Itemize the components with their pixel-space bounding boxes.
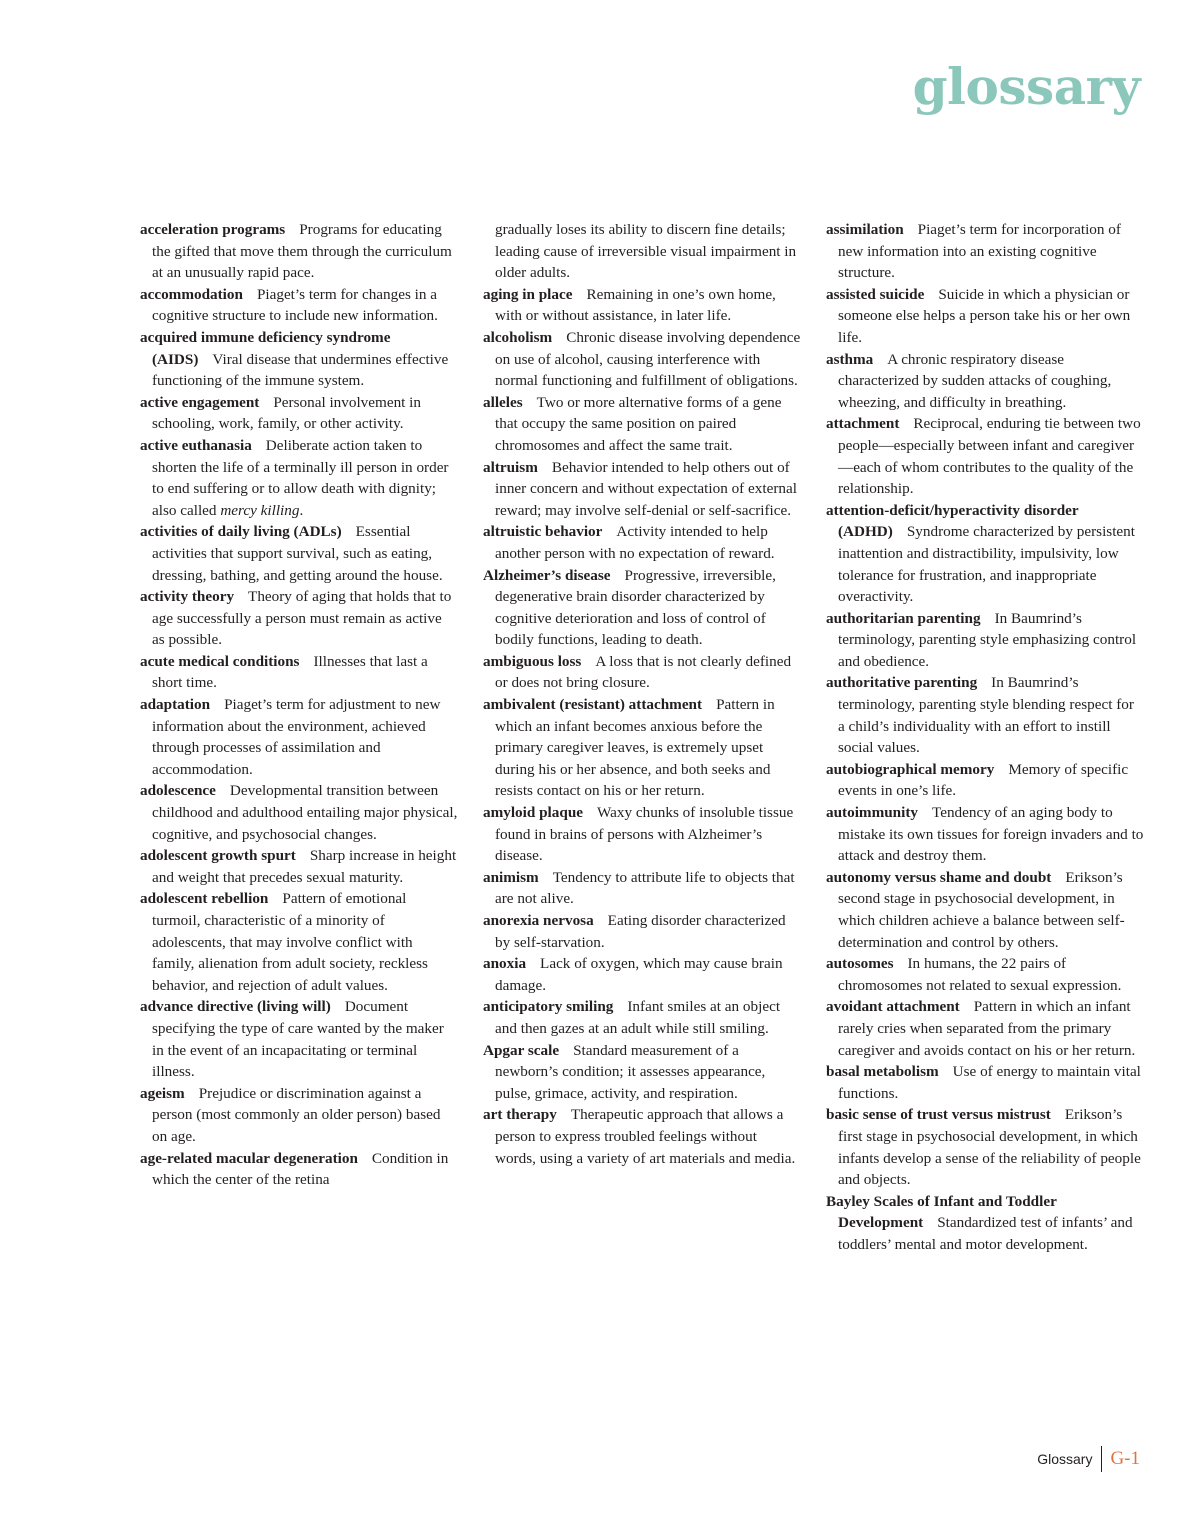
glossary-entry	[483, 651, 801, 694]
glossary-definition: Suicide in which a physician or someone else helps a person take his or her own life.	[838, 285, 1131, 346]
glossary-term: advance directive (living will)	[140, 998, 331, 1016]
glossary-definition: A chronic respiratory disease characterized by sudden attacks of coughing, wheezing, and difficulty in breathing.	[838, 350, 1112, 411]
glossary-definition: In humans, the 22 pairs of chromosomes not related to sexual expression.	[838, 955, 1122, 994]
glossary-definition: Programs for educating the gifted that move them through the curriculum at an unusually rapid pace.	[152, 221, 452, 282]
glossary-term: altruistic behavior	[483, 523, 603, 541]
glossary-term: attention-deficit/hyperactivity disorder (ADHD)	[826, 501, 1079, 541]
glossary-entry	[483, 1104, 801, 1169]
glossary-entry	[140, 651, 458, 694]
glossary-entry	[826, 413, 1144, 499]
glossary-definition: Tendency of an aging body to mistake its own tissues for foreign invaders and to attack and destroy them.	[838, 804, 1144, 865]
glossary-definition: Syndrome characterized by persistent inattention and distractibility, impulsivity, low tolerance for frustration, and inappropriate overactivity.	[838, 523, 1135, 606]
glossary-term: adolescence	[140, 782, 216, 800]
glossary-definition: Prejudice or discrimination against a person (most commonly an older person) based on age.	[152, 1084, 441, 1145]
glossary-entry	[483, 953, 801, 996]
page-footer	[1037, 1446, 1140, 1472]
glossary-term: accommodation	[140, 285, 243, 303]
glossary-column-2	[483, 219, 801, 1169]
glossary-entry	[483, 565, 801, 651]
glossary-entry	[140, 284, 458, 327]
glossary-definition: Erikson’s second stage in psychosocial development, in which children achieve a balance between self-determination and control by others.	[838, 868, 1125, 951]
glossary-definition: Developmental transition between childhood and adulthood entailing major physical, cognitive, and psychosocial changes.	[152, 782, 458, 843]
glossary-term: autosomes	[826, 955, 894, 973]
glossary-definition: Progressive, irreversible, degenerative brain disorder characterized by cognitive deterioration and loss of control of bodily functions, leading to death.	[495, 566, 776, 649]
glossary-definition: Piaget’s term for adjustment to new information about the environment, achieved through processes of assimilation and accommodation.	[152, 696, 441, 778]
glossary-term: activity theory	[140, 588, 235, 606]
glossary-definition: gradually loses its ability to discern fine details; leading cause of irreversible visual impairment in older adults.	[495, 221, 797, 282]
glossary-definition: Remaining in one’s own home, with or without assistance, in later life.	[495, 285, 776, 325]
glossary-definition: Standardized test of infants’ and toddlers’ mental and motor development.	[838, 1214, 1133, 1253]
glossary-term: avoidant attachment	[826, 998, 960, 1016]
glossary-entry	[826, 284, 1144, 349]
page-title: glossary	[912, 57, 1140, 116]
glossary-definition: Activity intended to help another person with no expectation of reward.	[495, 523, 775, 562]
glossary-definition: Two or more alternative forms of a gene that occupy the same position on paired chromosomes and affect the same trait.	[495, 393, 782, 454]
glossary-term: anorexia nervosa	[483, 912, 594, 929]
glossary-term: acceleration programs	[140, 221, 286, 238]
glossary-definition: In Baumrind’s terminology, parenting style emphasizing control and obedience.	[838, 609, 1137, 670]
glossary-punctuation: .	[299, 501, 304, 519]
glossary-term: autoimmunity	[826, 804, 918, 822]
glossary-definition: Tendency to attribute life to objects that are not alive.	[495, 868, 795, 908]
glossary-definition: Document specifying the type of care wanted by the maker in the event of an incapacitating or terminal illness.	[152, 998, 444, 1081]
glossary-entry	[483, 327, 801, 392]
glossary-entry	[826, 996, 1144, 1061]
glossary-column-3	[826, 219, 1144, 1256]
glossary-definition: Condition in which the center of the retina	[152, 1149, 449, 1189]
glossary-definition: Therapeutic approach that allows a person to express troubled feelings without words, using a variety of art materials and media.	[495, 1106, 796, 1167]
glossary-entry	[483, 457, 801, 522]
glossary-entry	[483, 392, 801, 457]
glossary-definition: Piaget’s term for changes in a cognitive structure to include new information.	[152, 285, 438, 325]
glossary-entry	[826, 802, 1144, 867]
glossary-entry	[140, 219, 458, 284]
glossary-definition: Piaget’s term for incorporation of new information into an existing cognitive structure.	[838, 221, 1121, 282]
glossary-entry	[826, 219, 1144, 284]
glossary-term: activities of daily living (ADLs)	[140, 523, 342, 541]
page-number: G-1	[1110, 1448, 1140, 1469]
glossary-definition: Sharp increase in height and weight that precedes sexual maturity.	[152, 847, 457, 886]
glossary-term: attachment	[826, 415, 900, 433]
glossary-entry	[826, 500, 1144, 608]
glossary-definition: Illnesses that last a short time.	[152, 652, 428, 692]
glossary-term: Apgar scale	[483, 1041, 560, 1059]
glossary-definition: Pattern of emotional turmoil, characteristic of a minority of adolescents, that may involve conflict with family, alienation from adult society, reckless behavior, and rejection of adult values.	[152, 890, 428, 994]
glossary-term: ambivalent (resistant) attachment	[483, 696, 703, 714]
glossary-term: art therapy	[483, 1106, 557, 1124]
glossary-entry	[140, 327, 458, 392]
glossary-term: altruism	[483, 458, 538, 476]
glossary-term: active engagement	[140, 393, 260, 411]
glossary-entry	[826, 953, 1144, 996]
glossary-entry	[826, 1061, 1144, 1104]
glossary-entry	[483, 802, 801, 867]
glossary-definition: Viral disease that undermines effective functioning of the immune system.	[152, 350, 449, 390]
glossary-entry	[483, 910, 801, 953]
glossary-term: age-related macular degeneration	[140, 1149, 358, 1167]
glossary-definition: Standard measurement of a newborn’s condition; it assesses appearance, pulse, grimace, activity, and respiration.	[495, 1041, 766, 1102]
glossary-term: basal metabolism	[826, 1063, 939, 1081]
glossary-entry	[483, 1040, 801, 1105]
glossary-term: autonomy versus shame and doubt	[826, 868, 1052, 886]
glossary-entry	[140, 780, 458, 845]
glossary-term: assisted suicide	[826, 285, 925, 303]
glossary-entry	[483, 694, 801, 802]
glossary-entry	[140, 435, 458, 521]
glossary-entry	[826, 672, 1144, 758]
glossary-definition: A loss that is not clearly defined or does not bring closure.	[495, 652, 792, 692]
glossary-entry	[826, 608, 1144, 673]
footer-label: Glossary	[1037, 1451, 1093, 1467]
glossary-definition: Use of energy to maintain vital functions.	[838, 1063, 1141, 1102]
glossary-column-1	[140, 219, 458, 1191]
glossary-entry	[483, 996, 801, 1039]
glossary-term: authoritarian parenting	[826, 609, 981, 627]
glossary-italic-term: mercy killing	[220, 501, 300, 519]
glossary-definition: Eating disorder characterized by self-starvation.	[495, 912, 786, 951]
glossary-term: Alzheimer’s disease	[483, 566, 611, 584]
glossary-term: autobiographical memory	[826, 760, 995, 778]
glossary-definition: Infant smiles at an object and then gazes at an adult while still smiling.	[495, 998, 781, 1037]
glossary-term: active euthanasia	[140, 436, 252, 454]
glossary-definition: Essential activities that support survival, such as eating, dressing, bathing, and getting around the house.	[152, 523, 443, 584]
glossary-term: acute medical conditions	[140, 652, 300, 670]
glossary-entry	[140, 586, 458, 651]
glossary-term: anticipatory smiling	[483, 998, 614, 1016]
glossary-entry	[483, 867, 801, 910]
glossary-term: aging in place	[483, 285, 573, 303]
glossary-term: adolescent growth spurt	[140, 847, 296, 865]
glossary-entry	[483, 219, 801, 284]
glossary-term: animism	[483, 868, 539, 886]
glossary-entry	[826, 1104, 1144, 1190]
glossary-term: alcoholism	[483, 328, 553, 346]
glossary-definition: Waxy chunks of insoluble tissue found in brains of persons with Alzheimer’s disease.	[495, 804, 794, 865]
glossary-entry	[140, 1148, 458, 1191]
glossary-entry	[140, 845, 458, 888]
glossary-definition: Theory of aging that holds that to age successfully a person must remain as active as possible.	[152, 588, 452, 649]
glossary-entry	[826, 867, 1144, 953]
glossary-entry	[140, 521, 458, 586]
glossary-entry	[826, 1191, 1144, 1256]
glossary-entry	[826, 349, 1144, 414]
glossary-definition: Lack of oxygen, which may cause brain damage.	[495, 955, 783, 994]
glossary-definition: Erikson’s first stage in psychosocial development, in which infants develop a sense of the reliability of people and objects.	[838, 1106, 1141, 1189]
glossary-definition: Pattern in which an infant becomes anxious before the primary caregiver leaves, is extremely upset during his or her absence, and both seeks and resists contact on his or her return.	[495, 696, 775, 800]
glossary-term: asthma	[826, 350, 874, 368]
glossary-entry	[140, 888, 458, 996]
glossary-definition: Chronic disease involving dependence on use of alcohol, causing interference with normal functioning and fulfillment of obligations.	[495, 328, 801, 390]
glossary-definition: Pattern in which an infant rarely cries when separated from the primary caregiver and avoids contact on his or her return.	[838, 998, 1136, 1059]
glossary-term: ageism	[140, 1084, 185, 1102]
glossary-definition: Personal involvement in schooling, work, family, or other activity.	[152, 393, 421, 433]
glossary-definition: Memory of specific events in one’s life.	[838, 760, 1129, 800]
glossary-entry	[140, 996, 458, 1082]
glossary-term: anoxia	[483, 955, 527, 973]
footer-divider	[1101, 1446, 1102, 1472]
glossary-definition: Reciprocal, enduring tie between two people—especially between infant and caregiver—each of whom contributes to the quality of the relationship.	[838, 415, 1141, 498]
glossary-term: adolescent rebellion	[140, 890, 269, 908]
glossary-term: ambiguous loss	[483, 652, 582, 670]
glossary-entry	[140, 1083, 458, 1148]
glossary-term: basic sense of trust versus mistrust	[826, 1106, 1051, 1124]
glossary-term: amyloid plaque	[483, 804, 584, 822]
glossary-term: adaptation	[140, 696, 211, 714]
glossary-entry	[140, 694, 458, 780]
glossary-entry	[826, 759, 1144, 802]
glossary-definition: Deliberate action taken to shorten the life of a terminally ill person in order to end suffering or to allow death with dignity; also called	[152, 436, 449, 519]
glossary-term: Bayley Scales of Infant and Toddler Development	[826, 1192, 1057, 1232]
glossary-entry	[140, 392, 458, 435]
glossary-definition: Behavior intended to help others out of inner concern and without expectation of external reward; may involve self-denial or self-sacrifice.	[495, 458, 797, 519]
glossary-term: alleles	[483, 393, 523, 411]
glossary-entry	[483, 521, 801, 564]
glossary-entry	[483, 284, 801, 327]
glossary-term: assimilation	[826, 221, 904, 238]
glossary-definition: In Baumrind’s terminology, parenting style blending respect for a child’s individuality with an effort to instill social values.	[838, 674, 1134, 757]
glossary-term: acquired immune deficiency syndrome (AIDS)	[140, 328, 391, 368]
glossary-term: authoritative parenting	[826, 674, 978, 692]
